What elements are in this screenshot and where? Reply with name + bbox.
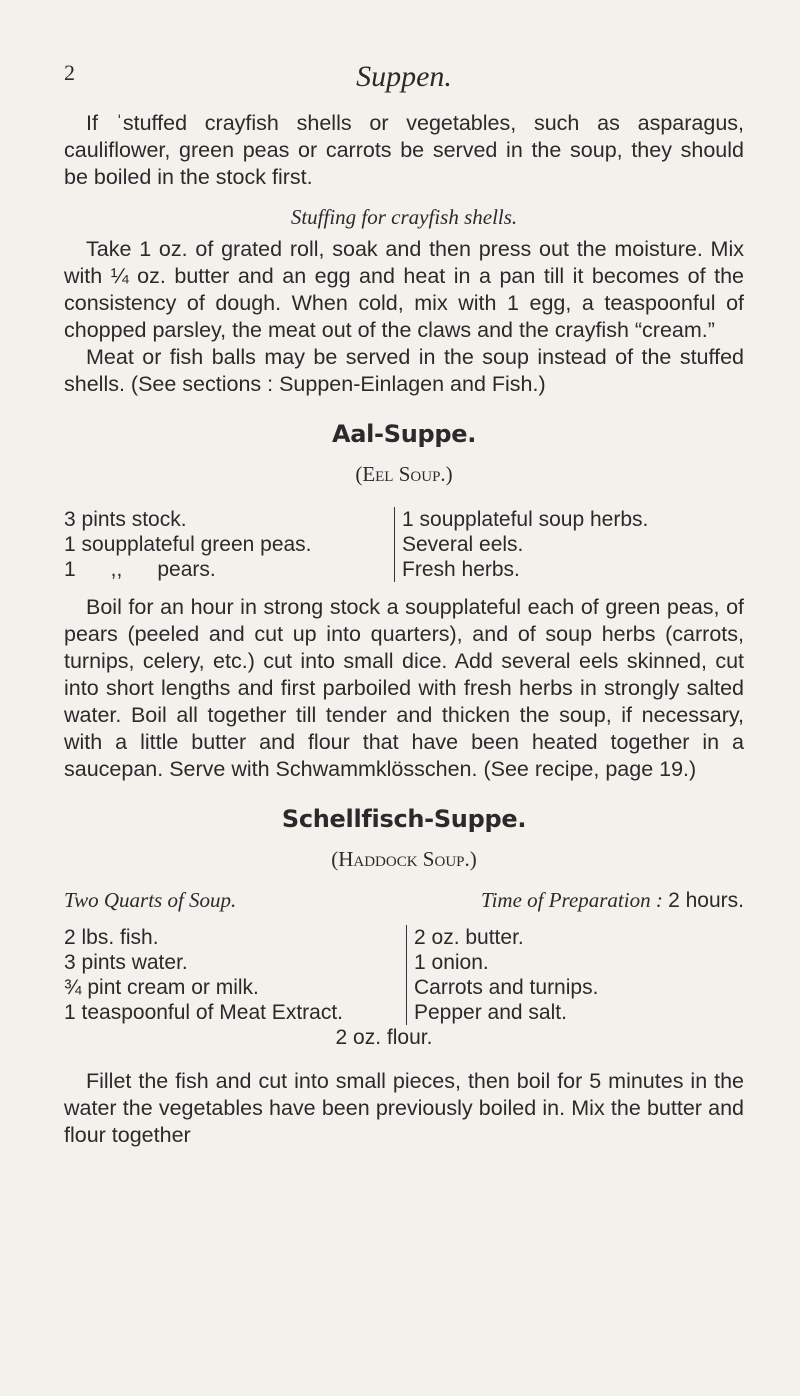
ingredient-line: Carrots and turnips.	[414, 976, 599, 999]
eel-soup-subtitle: (Eel Soup.)	[355, 462, 453, 486]
ingredients-left-column	[64, 507, 394, 582]
ingredients-left-column	[64, 925, 406, 1025]
eel-soup-method: Boil for an hour in strong stock a soupplateful each of green peas, of pears (peeled and cut up into quarters), and of soup herbs (carrots, turnips, celery, etc.) cut into small dice. Add several eels skinned, cut into short lengths and first parboiled with fresh herbs in strongly salted water. Boil all together till tender and thicken the soup, if necessary, with a little butter and flour that have been heated together in a saucepan. Serve with Schwammklösschen. (See recipe, page 19.)	[64, 595, 744, 781]
haddock-soup-meta	[64, 888, 744, 913]
quantity-label: Two Quarts of Soup.	[64, 888, 237, 912]
time-value: 2 hours.	[668, 889, 744, 912]
ingredient-line: 3 pints stock.	[64, 508, 187, 531]
haddock-soup-subtitle: (Haddock Soup.)	[331, 847, 477, 871]
ingredients-right-column	[406, 925, 744, 1025]
ingredient-line: 1 onion.	[414, 951, 489, 974]
page-header	[64, 60, 744, 110]
ingredient-line: 2 oz. butter.	[414, 926, 524, 949]
haddock-soup-ingredients	[64, 925, 744, 1050]
eel-soup-ingredients	[64, 507, 744, 582]
ingredient-line: 3 pints water.	[64, 951, 188, 974]
intro-paragraph: If ˈstuffed crayfish shells or vegetables, such as asparagus, cauliflower, green peas or carrots be served in the soup, they should be boiled in the stock first.	[64, 111, 744, 189]
ingredient-line: 1 teaspoonful of Meat Extract.	[64, 1001, 343, 1024]
ingredient-line: 1 soupplateful green peas.	[64, 533, 312, 556]
stuffing-heading: Stuffing for crayfish shells.	[290, 205, 518, 229]
ingredient-line: 1 soupplateful soup herbs.	[402, 508, 649, 531]
book-page	[64, 60, 744, 1149]
ingredients-right-column	[394, 507, 744, 582]
time-label: Time of Preparation :	[481, 888, 663, 912]
eel-soup-title: Aal-Suppe.	[331, 420, 477, 448]
ingredient-line: Several eels.	[402, 533, 524, 556]
running-head: Suppen.	[356, 60, 452, 93]
preparation-time	[481, 888, 744, 913]
haddock-soup-title: Schellfisch-Suppe.	[281, 805, 527, 833]
ingredient-line: 1 ,, pears.	[64, 558, 216, 581]
meat-balls-paragraph: Meat or fish balls may be served in the soup instead of the stuffed shells. (See sections : Suppen-Einlagen and Fish.)	[64, 345, 744, 396]
ingredient-line: ¾ pint cream or milk.	[64, 976, 259, 999]
ingredient-line: 2 lbs. fish.	[64, 926, 159, 949]
ingredient-line-center: 2 oz. flour.	[335, 1026, 433, 1049]
ingredient-line: Pepper and salt.	[414, 1001, 567, 1024]
stuffing-paragraph: Take 1 oz. of grated roll, soak and then press out the moisture. Mix with ¼ oz. butter and an egg and heat in a pan till it becomes of the consistency of dough. When cold, mix with 1 egg, a teaspoonful of chopped parsley, the meat out of the claws and the crayfish “cream.”	[64, 237, 744, 342]
haddock-soup-method: Fillet the fish and cut into small pieces, then boil for 5 minutes in the water the vegetables have been previously boiled in. Mix the butter and flour together	[64, 1069, 744, 1147]
ingredient-line: Fresh herbs.	[402, 558, 520, 581]
page-number: 2	[64, 60, 75, 85]
